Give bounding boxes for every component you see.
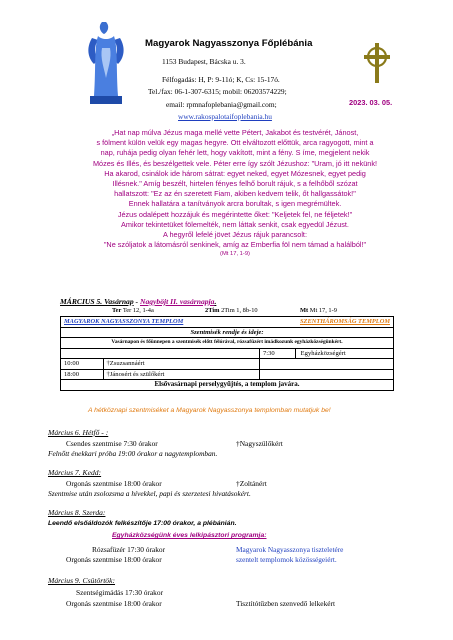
office-hours: Félfogadás: H, P: 9-11ó; K, Cs: 15-17ó.	[162, 75, 280, 84]
gospel-line: Illésnek." Amíg beszélt, hirtelen fényes felhő borult rájuk, s a felhőből szózat	[112, 179, 358, 189]
row3-intention: †Jánosért és szülőkért	[103, 369, 260, 380]
wednesday-title: Március 8. Szerda:	[48, 508, 106, 517]
church-2-title: SZENTHÁROMSÁG TEMPLOM	[299, 318, 390, 326]
gospel-line: hallatszott: "Ez az én szeretett Fiam, akiben kedvem telik, őt hallgassátok!"	[114, 189, 356, 199]
mass-schedule-table	[60, 316, 394, 391]
parish-name: Magyarok Nagyasszonya Főplébánia	[145, 38, 313, 49]
tuesday-intention: †Zoltánért	[236, 479, 267, 488]
gospel-line: „Hat nap múlva Jézus maga mellé vette Pétert, Jakabot és testvérét, Jánost,	[111, 128, 359, 137]
reading-1: Ter Ter 12, 1-4a	[112, 307, 154, 314]
thursday-intention: Tisztítótűzben szenvedő lelkekért	[236, 599, 336, 608]
rosary-notice: Vasárnapon és főünnepen a szentmisék előtt félórával, rózsafüzért imádkozunk egyházközségünkért.	[61, 338, 394, 349]
gospel-line: Ha akarod, csinálok ide három sátrat: egyet neked, egyet Mózesnek, egyet pedig	[104, 168, 366, 178]
row2-time: 10:00	[61, 359, 104, 370]
phone-numbers: Tel./fax: 06-1-307-6315; mobil: 06203574229;	[148, 87, 287, 96]
sunday-heading	[60, 297, 216, 306]
sunday-date: MÁRCIUS 5. Vasárnap	[60, 297, 134, 306]
thursday-title: Március 9. Csütörtök:	[48, 576, 116, 585]
reading-2: 2Tim 2Tim 1, 8b-10	[205, 307, 258, 314]
gospel-reference: (Mt 17, 1-9)	[220, 251, 250, 258]
wednesday-rosary: Rózsafüzér 17:30 órakor	[92, 545, 166, 554]
monday-note: Felnőtt énekkari próba 19:00 órakor a nagytemplomban.	[48, 449, 218, 458]
tuesday-mass: Orgonás szentmise 18:00 órakor	[66, 479, 162, 488]
row1-intention: Egyházközségért	[300, 349, 346, 357]
thursday-mass: Orgonás szentmise 18:00 órakor	[66, 599, 162, 608]
pastoral-program-title: Egyházközségünk éves lelkipásztori programja:	[112, 532, 267, 539]
website-link[interactable]: www.rakospalotaifoplebania.hu	[178, 112, 272, 121]
monday-title: Március 6. Hétfő - :	[48, 428, 109, 437]
gospel-passage	[35, 128, 435, 259]
monday-intention: †Nagyszülőkért	[236, 439, 283, 448]
sunday-separator: -	[133, 297, 140, 306]
gospel-line: s fölment külön velük egy magas hegyre. Ott elváltozott előttük, arca ragyogott, mint a	[96, 138, 374, 148]
gospel-line: nap, ruhája pedig olyan fehér lett, hogy vakított, mint a fény. S íme, megjelent nekik	[100, 148, 370, 158]
gospel-line: Jézus odalépett hozzájuk és megérintette őket: "Keljetek fel, ne féljetek!"	[117, 209, 353, 219]
gospel-line: A hegyről lefelé jövet Jézus rájuk parancsolt:	[163, 230, 307, 240]
row1-time: 7:30	[260, 349, 296, 358]
email-address: email: rpmnafoplebania@gmail.com;	[166, 100, 277, 109]
wednesday-intention-2: szentelt templomok közösségeiért.	[236, 555, 337, 564]
schedule-title: Szentmisék rendje és ideje:	[61, 327, 394, 338]
celtic-cross-icon	[361, 42, 393, 84]
tuesday-title: Március 7. Kedd:	[48, 468, 102, 477]
gospel-line: "Ne szóljatok a látomásról senkinek, amíg az Emberfia föl nem támad a halálból!"	[103, 240, 367, 250]
wednesday-note: Leendő elsőáldozók felkészítője 17:00 órakor, a plébánián.	[48, 520, 237, 527]
row3-time: 18:00	[61, 369, 104, 380]
church-1-title: MAGYAROK NAGYASSZONYA TEMPLOM	[64, 318, 184, 326]
bulletin-date: 2023. 03. 05.	[349, 98, 393, 107]
parish-logo-icon	[82, 18, 130, 106]
weekday-note: A hétköznapi szentmiséket a Magyarok Nagyasszonya templomban mutatjuk be!	[88, 407, 331, 414]
gospel-line: Mózes és Illés, és beszélgettek vele. Péter erre így szólt Jézushoz: "Uram, jó itt nekünk!	[92, 158, 378, 168]
sunday-name: Nagyböjt II. vasárnapja	[139, 297, 215, 306]
gospel-line: Ennek hallatára a tanítványok arcra borultak, s igen megrémültek.	[128, 199, 342, 209]
sunday-tail: .	[214, 297, 217, 306]
monday-mass: Csendes szentmise 7:30 órakor	[66, 439, 158, 448]
tuesday-note: Szentmise után zsolozsma a hívekkel, papi és szerzetesi hivatásokért.	[48, 489, 251, 498]
collection-notice: Elsővasárnapi perselygyűjtés, a templom javára.	[61, 380, 394, 391]
reading-3: Mt Mt 17, 1-9	[300, 307, 337, 314]
gospel-line: Amikor tekintetüket fölemelték, nem láttak senkit, csak egyedül Jézust.	[121, 219, 349, 229]
wednesday-intention-1: Magyarok Nagyasszonya tiszteletére	[236, 545, 344, 554]
row2-intention: †Zsuzsannáért	[103, 359, 260, 370]
parish-address: 1153 Budapest, Bácska u. 3.	[162, 57, 246, 66]
wednesday-mass: Orgonás szentmise 18:00 órakor	[66, 555, 162, 564]
thursday-adoration: Szentségimádás 17:30 órakor	[76, 588, 164, 597]
